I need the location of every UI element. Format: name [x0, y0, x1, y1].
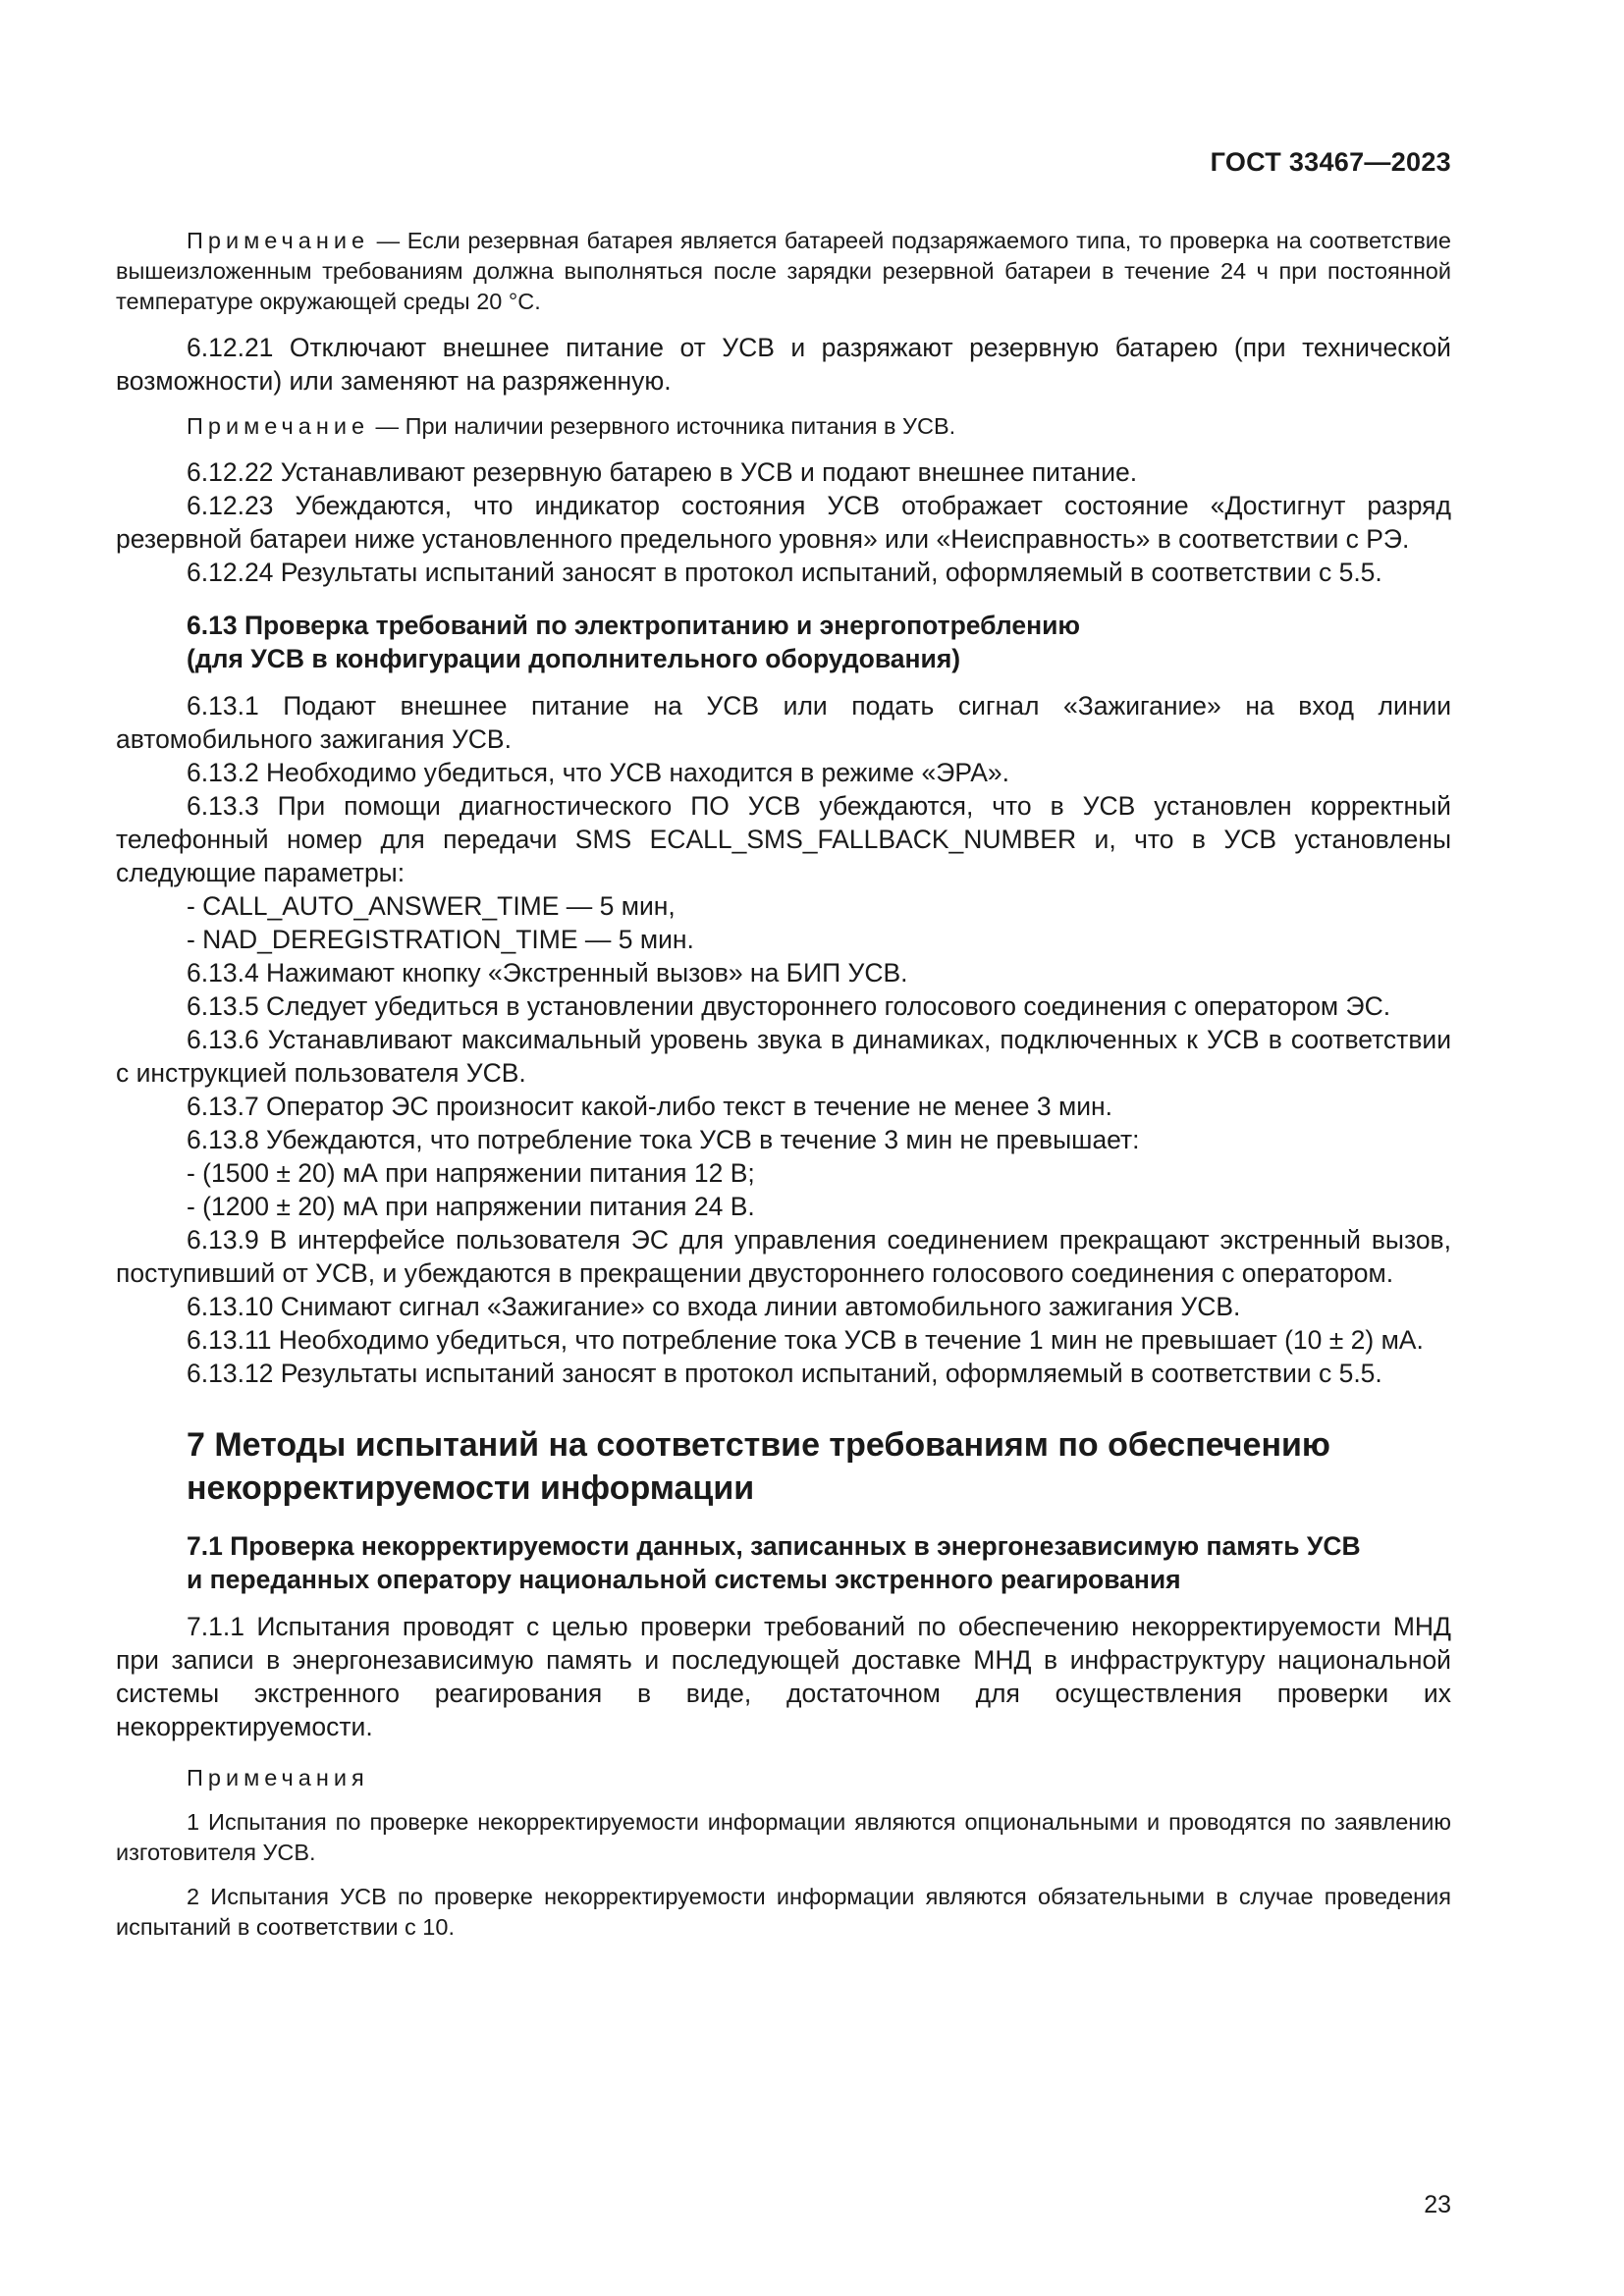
note-text: — При наличии резервного источника питания в УСВ.	[369, 413, 956, 439]
page-number: 23	[1424, 2191, 1451, 2218]
paragraph-6-13-5: 6.13.5 Следует убедиться в установлении двустороннего голосового соединения с оператором ЭС.	[187, 991, 1391, 1021]
paragraph-6-13-9: 6.13.9 В интерфейсе пользователя ЭС для управления соединением прекращают экстренный вызов, поступивший от УСВ, и убеждаются в прекращении двустороннего голосового соединения с оператором.	[116, 1225, 1451, 1288]
note	[116, 411, 1451, 442]
note-label: Примечание	[187, 413, 370, 439]
list-item: - (1200 ± 20) мА при напряжении питания 24 В.	[187, 1192, 755, 1221]
paragraph-6-13-6: 6.13.6 Устанавливают максимальный уровень звука в динамиках, подключенных к УСВ в соответствии с инструкцией пользователя УСВ.	[116, 1025, 1451, 1088]
document-id: ГОСТ 33467—2023	[1210, 147, 1451, 177]
note-item-1: 1 Испытания по проверке некорректируемости информации являются опциональными и проводятся по заявлению изготовителя УСВ.	[116, 1809, 1451, 1865]
paragraph-6-13-4: 6.13.4 Нажимают кнопку «Экстренный вызов» на БИП УСВ.	[187, 958, 908, 988]
paragraph-6-12-24: 6.12.24 Результаты испытаний заносят в протокол испытаний, оформляемый в соответствии с 5.5.	[187, 558, 1382, 587]
paragraph-6-12-21: 6.12.21 Отключают внешнее питание от УСВ и разряжают резервную батарею (при технической возможности) или заменяют на разряженную.	[116, 333, 1451, 396]
note-label: Примечание	[187, 228, 370, 253]
paragraph-7-1-1: 7.1.1 Испытания проводят с целью проверки требований по обеспечению некорректируемости МНД при записи в энергонезависимую память и последующей доставке МНД в инфраструктуру национальной системы экстренного реагирования в виде, достаточном для осуществления проверки их некорректируемости.	[116, 1612, 1451, 1741]
note-text: — Если резервная батарея является батареей подзаряжаемого типа, то проверка на соответствие вышеизложенным требованиям должна выполняться после зарядки резервной батареи в течение 24 ч при постоянной температуре окружающей среды 20 °С.	[116, 228, 1451, 314]
paragraph-6-12-23: 6.12.23 Убеждаются, что индикатор состояния УСВ отображает состояние «Достигнут разряд резервной батареи ниже установленного предельного уровня» или «Неисправность» в соответствии с РЭ.	[116, 491, 1451, 554]
paragraph-6-13-1: 6.13.1 Подают внешнее питание на УСВ или подать сигнал «Зажигание» на вход линии автомобильного зажигания УСВ.	[116, 691, 1451, 754]
paragraph-6-13-7: 6.13.7 Оператор ЭС произносит какой-либо текст в течение не менее 3 мин.	[187, 1092, 1113, 1121]
page-content	[116, 226, 1451, 1943]
section-7-heading-line1: 7 Методы испытаний на соответствие требованиям по обеспечению	[187, 1426, 1330, 1464]
section-6-13-heading-line1: 6.13 Проверка требований по электропитанию и энергопотреблению	[187, 611, 1081, 640]
paragraph-6-13-11: 6.13.11 Необходимо убедиться, что потребление тока УСВ в течение 1 мин не превышает (10 ± 2) мА.	[187, 1325, 1424, 1355]
list-item: - CALL_AUTO_ANSWER_TIME — 5 мин,	[187, 891, 676, 921]
paragraph-6-12-22: 6.12.22 Устанавливают резервную батарею в УСВ и подают внешнее питание.	[187, 457, 1138, 487]
paragraph-6-13-2: 6.13.2 Необходимо убедиться, что УСВ находится в режиме «ЭРА».	[187, 758, 1009, 787]
section-7-1-heading-line1: 7.1 Проверка некорректируемости данных, записанных в энергонезависимую память УСВ	[187, 1531, 1361, 1561]
list-item: - NAD_DEREGISTRATION_TIME — 5 мин.	[187, 925, 694, 954]
paragraph-6-13-12: 6.13.12 Результаты испытаний заносят в протокол испытаний, оформляемый в соответствии с 5.5.	[187, 1359, 1382, 1388]
section-7-heading-line2: некорректируемости информации	[187, 1469, 755, 1507]
paragraph-6-13-3: 6.13.3 При помощи диагностического ПО УСВ убеждаются, что в УСВ установлен корректный телефонный номер для передачи SMS ECALL_SMS_FALLBACK_NUMBER и, что в УСВ установлены следующие параметры:	[116, 791, 1451, 887]
note	[116, 226, 1451, 317]
note-item-2: 2 Испытания УСВ по проверке некорректируемости информации являются обязательными в случае проведения испытаний в соответствии с 10.	[116, 1884, 1451, 1940]
section-6-13-heading-line2: (для УСВ в конфигурации дополнительного оборудования)	[187, 644, 961, 673]
list-item: - (1500 ± 20) мА при напряжении питания 12 В;	[187, 1158, 755, 1188]
section-7-1-heading-line2: и переданных оператору национальной системы экстренного реагирования	[187, 1565, 1181, 1594]
notes-label: Примечания	[187, 1765, 369, 1790]
paragraph-6-13-8: 6.13.8 Убеждаются, что потребление тока УСВ в течение 3 мин не превышает:	[187, 1125, 1140, 1154]
notes-heading	[116, 1763, 1451, 1793]
paragraph-6-13-10: 6.13.10 Снимают сигнал «Зажигание» со входа линии автомобильного зажигания УСВ.	[187, 1292, 1241, 1321]
